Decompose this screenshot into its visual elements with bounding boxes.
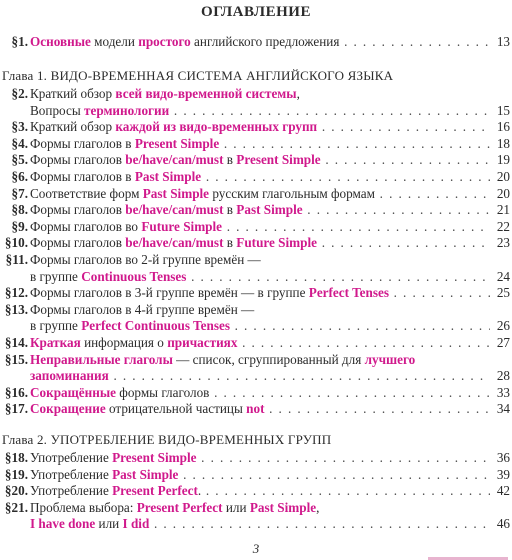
toc-entry[interactable] [0, 500, 512, 533]
page-title: ОГЛАВЛЕНИЕ [201, 4, 311, 20]
page-ref: 36 [490, 450, 510, 467]
entry-title: Сокращение отрицательной частицы not . . . [30, 401, 494, 418]
section-number: §20. [4, 483, 28, 499]
toc-entry-line [0, 219, 512, 236]
section-number: §15. [4, 351, 28, 367]
page-ref: 21 [490, 202, 510, 219]
chapter-1-heading: Глава 1. ВИДО-ВРЕМЕННАЯ СИСТЕМА АНГЛИЙСКОГО ЯЗЫКА [2, 68, 394, 83]
toc-entry-line [0, 169, 512, 186]
toc-entry-line [0, 450, 512, 467]
page-ref: 42 [490, 483, 510, 500]
entry-title: Сокращённые формы глаголов . . . [30, 385, 494, 402]
page-number: 3 [252, 541, 260, 556]
toc-entry-line [0, 302, 512, 319]
chapter-1-entries [0, 86, 512, 418]
toc-entry[interactable] [0, 152, 512, 169]
toc-entry-line [0, 34, 512, 51]
toc-entry[interactable] [0, 450, 512, 467]
toc-entry-line [0, 467, 512, 484]
toc-entry[interactable] [0, 202, 512, 219]
entry-title: Краткая информация о причастиях . . . [30, 335, 494, 352]
entry-title: Формы глаголов во 2-й группе времён — [30, 251, 261, 267]
toc-entry-line [0, 401, 512, 418]
toc-section-group [0, 34, 512, 51]
chapter-2-entries [0, 450, 512, 533]
section-number: §2. [11, 86, 28, 101]
toc-entry[interactable] [0, 352, 512, 385]
page-ref: 20 [490, 186, 510, 203]
toc-entry-line [0, 483, 512, 500]
entry-title: Формы глаголов в Present Simple . . . [30, 136, 494, 153]
section-number: §14. [4, 334, 28, 350]
toc-entry-line [0, 500, 512, 517]
toc-entry[interactable] [0, 302, 512, 335]
entry-title: Употребление Present Perfect. . . . [30, 483, 494, 500]
section-number: §10. [4, 235, 28, 251]
section-number: §4. [11, 135, 28, 151]
page-ref: 22 [490, 219, 510, 236]
toc-entry[interactable] [0, 186, 512, 203]
section-number: §11. [5, 251, 28, 267]
page-ref: 34 [490, 401, 510, 418]
page-ref: 27 [490, 335, 510, 352]
page-ref: 26 [490, 318, 510, 335]
toc-entry[interactable] [0, 169, 512, 186]
section-number: §5. [11, 152, 28, 168]
toc-entry[interactable] [0, 483, 512, 500]
entry-title: Соответствие форм Past Simple русским глагольным формам . . . [30, 186, 494, 203]
toc-entry-line [0, 103, 512, 120]
section-number: §17. [4, 401, 28, 417]
section-number: §13. [4, 301, 28, 317]
page-ref: 25 [490, 285, 510, 302]
entry-title: Основные модели простого английского предложения . . . [30, 34, 494, 51]
entry-title: Употребление Past Simple . . . [30, 467, 494, 484]
toc-entry-line [0, 86, 512, 103]
toc-entry-line [0, 136, 512, 153]
toc-entry-line [0, 202, 512, 219]
toc-entry[interactable] [0, 136, 512, 153]
section-number: §19. [4, 466, 28, 482]
page-ref: 20 [490, 169, 510, 186]
toc-entry[interactable] [0, 86, 512, 119]
entry-title: Употребление Present Simple . . . [30, 450, 494, 467]
toc-entry-line [0, 119, 512, 136]
entry-title: Проблема выбора: Present Perfect или Past Simple, [30, 499, 320, 515]
toc-entry[interactable] [0, 252, 512, 285]
toc-entry[interactable] [0, 34, 512, 51]
page-ref: 39 [490, 467, 510, 484]
page-ref: 15 [490, 103, 510, 120]
toc-entry[interactable] [0, 235, 512, 252]
entry-title: Краткий обзор всей видо-временной системы, [30, 86, 300, 101]
entry-title: запоминания . . . [30, 368, 494, 385]
section-number: §3. [11, 119, 28, 135]
entry-title: в группе Continuous Tenses . . . [30, 269, 494, 286]
entry-title: Формы глаголов be/have/can/must в Past Simple . . . [30, 202, 494, 219]
toc-entry-line [0, 385, 512, 402]
toc-entry-line [0, 152, 512, 169]
entry-title: Формы глаголов be/have/can/must в Present Simple . . . [30, 152, 494, 169]
section-number: §21. [4, 499, 28, 515]
page-ref: 19 [490, 152, 510, 169]
section-number: §18. [4, 450, 28, 465]
toc-entry-line [0, 368, 512, 385]
page-ref: 24 [490, 269, 510, 286]
toc-entry-line [0, 252, 512, 269]
toc-entry[interactable] [0, 119, 512, 136]
toc-entry-line [0, 285, 512, 302]
entry-title: Неправильные глаголы — список, сгруппированный для лучшего [30, 351, 416, 367]
page-ref: 46 [490, 516, 510, 533]
entry-title: Формы глаголов во Future Simple . . . [30, 219, 494, 236]
page-ref: 18 [490, 136, 510, 153]
entry-title: I have done или I did . . . [30, 516, 494, 533]
section-number: §8. [11, 202, 28, 218]
chapter-2-heading: Глава 2. УПОТРЕБЛЕНИЕ ВИДО-ВРЕМЕННЫХ ГРУПП [2, 432, 332, 447]
entry-title: Формы глаголов в 3-й группе времён — в группе Perfect Tenses . . . [30, 285, 494, 302]
entry-title: Вопросы терминологии . . . [30, 103, 494, 120]
toc-entry-line [0, 269, 512, 286]
section-number: §1. [11, 34, 28, 49]
section-number: §12. [4, 285, 28, 301]
section-number: §6. [11, 168, 28, 184]
page-ref: 13 [490, 34, 510, 51]
toc-entry[interactable] [0, 467, 512, 484]
toc-entry-line [0, 352, 512, 369]
entry-title: Формы глаголов be/have/can/must в Future Simple . . . [30, 235, 494, 252]
entry-title: Формы глаголов в Past Simple . . . [30, 169, 494, 186]
entry-title: Формы глаголов в 4-й группе времён — [30, 301, 255, 317]
page-ref: 23 [490, 235, 510, 252]
toc-entry[interactable] [0, 401, 512, 418]
toc-entry[interactable] [0, 285, 512, 302]
toc-entry-line [0, 516, 512, 533]
toc-entry[interactable] [0, 385, 512, 402]
page-ref: 28 [490, 368, 510, 385]
entry-title: Краткий обзор каждой из видо-временных групп . . . [30, 119, 494, 136]
section-number: §16. [4, 384, 28, 400]
toc-entry[interactable] [0, 219, 512, 236]
section-number: §7. [11, 185, 28, 201]
page-ref: 16 [490, 119, 510, 136]
toc-entry-line [0, 318, 512, 335]
section-number: §9. [11, 218, 28, 234]
toc-entry-line [0, 335, 512, 352]
toc-entry-line [0, 235, 512, 252]
entry-title: в группе Perfect Continuous Tenses . . . [30, 318, 494, 335]
toc-entry-line [0, 186, 512, 203]
toc-entry[interactable] [0, 335, 512, 352]
page-ref: 33 [490, 385, 510, 402]
